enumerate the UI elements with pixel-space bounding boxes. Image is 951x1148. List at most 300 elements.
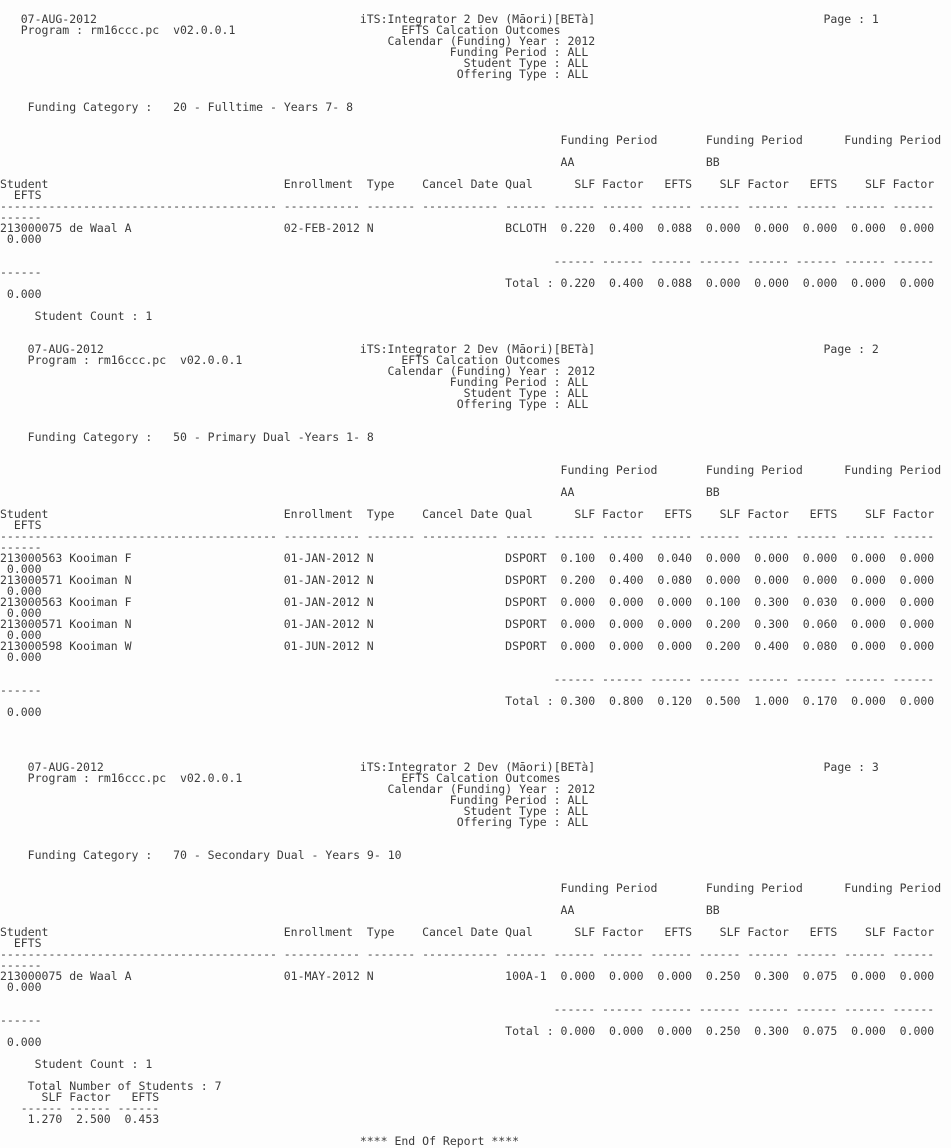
offering-type-filter: Offering Type : ALL <box>456 815 589 829</box>
dash-rule: ------ <box>602 254 644 268</box>
enrollment-date: 01-JAN-2012 <box>283 573 360 587</box>
report-page-1 <box>0 14 951 344</box>
efts-value: 0.000 <box>802 551 838 565</box>
dash-rule: ------ <box>602 672 644 686</box>
funding-period-header-line <box>0 465 951 476</box>
dash-rule: ----------- <box>422 529 499 543</box>
table-header-line <box>0 509 951 520</box>
total-label: Total : <box>505 694 554 708</box>
efts-value: 0.000 <box>6 584 42 598</box>
table-header-line <box>0 927 951 938</box>
header-rule-line <box>0 949 951 960</box>
report-title: EFTS Calcation Outcomes <box>401 23 561 37</box>
column-header: Type <box>366 507 395 521</box>
total-value: 0.000 <box>608 1024 644 1038</box>
student-id-name: 213000075 de Waal A <box>0 969 132 983</box>
column-header: EFTS <box>809 507 838 521</box>
total-value: 0.000 <box>851 276 886 290</box>
column-header: SLF <box>865 177 886 191</box>
column-header: EFTS <box>664 177 693 191</box>
dash-rule: ------ <box>747 254 789 268</box>
dash-rule: ------ <box>747 529 789 543</box>
column-header: Qual <box>505 925 533 939</box>
qual-code: 100A-1 <box>505 969 547 983</box>
summary-values-line <box>0 1114 951 1125</box>
efts-value: 0.075 <box>802 969 838 983</box>
enrollment-type: N <box>366 221 374 235</box>
total-value: 1.000 <box>754 694 789 708</box>
header-rule-line <box>0 531 951 542</box>
funding-period-label: Funding Period <box>705 463 803 477</box>
dash-rule: ------ <box>69 1101 111 1115</box>
enrollment-type: N <box>366 969 374 983</box>
student-count-line <box>0 311 951 322</box>
column-header: SLF <box>719 177 741 191</box>
funding-period-label: Funding Period <box>560 463 658 477</box>
total-value: 0.000 <box>6 287 42 301</box>
total-wrap-line <box>0 289 951 300</box>
dash-rule: ------- <box>366 529 416 543</box>
offering-type-filter: Offering Type : ALL <box>456 67 589 81</box>
efts-value: 0.000 <box>608 639 644 653</box>
efts-value: 0.200 <box>705 617 741 631</box>
efts-value: 0.000 <box>657 595 693 609</box>
efts-value: 0.000 <box>899 551 935 565</box>
system-title: iTS:Integrator 2 Dev (Māori)[BETà] <box>359 12 596 26</box>
report-title: EFTS Calcation Outcomes <box>401 771 561 785</box>
efts-value: 0.080 <box>802 639 838 653</box>
report-page-2 <box>0 344 951 762</box>
column-header: Factor <box>892 177 935 191</box>
table-row-line <box>0 619 951 630</box>
dash-rule: ------ <box>795 199 838 213</box>
total-value: 0.000 <box>560 1024 596 1038</box>
efts-value: 0.000 <box>851 639 886 653</box>
dash-rule: ------ <box>0 265 42 279</box>
period-code-line <box>0 157 951 168</box>
dash-rule: ------ <box>505 199 547 213</box>
total-value: 0.120 <box>657 694 693 708</box>
enrollment-type: N <box>366 551 374 565</box>
table-row-line <box>0 223 951 234</box>
dash-rule: ------ <box>698 254 741 268</box>
program-id: Program : rm16ccc.pc v02.0.0.1 <box>27 353 243 367</box>
table-row-line <box>0 575 951 586</box>
dash-rule: ------ <box>505 529 547 543</box>
funding-period-header-line <box>0 883 951 894</box>
blank-line <box>0 146 951 157</box>
header-rule-line <box>0 201 951 212</box>
total-value: 0.000 <box>899 1024 935 1038</box>
dash-rule: ------ <box>0 683 42 697</box>
calendar-year: Calendar (Funding) Year : 2012 <box>387 34 596 48</box>
dash-rule: ------ <box>553 529 596 543</box>
funding-period-header-line <box>0 135 951 146</box>
dash-rule: ----------- <box>422 199 499 213</box>
report-summary <box>0 1081 951 1147</box>
enrollment-date: 02-FEB-2012 <box>283 221 360 235</box>
column-header: EFTS <box>13 188 42 202</box>
column-header: EFTS <box>809 177 838 191</box>
column-header: EFTS <box>664 507 693 521</box>
efts-value: 0.000 <box>754 551 789 565</box>
report-title: EFTS Calcation Outcomes <box>401 353 561 367</box>
total-rule-line <box>0 256 951 267</box>
period-code: AA <box>560 155 575 169</box>
student-count: Student Count : 1 <box>34 309 153 323</box>
column-header: Student <box>0 177 49 191</box>
column-header: SLF <box>574 925 596 939</box>
efts-value: 0.000 <box>560 639 596 653</box>
efts-value: 0.040 <box>657 551 693 565</box>
efts-value: 0.000 <box>705 551 741 565</box>
qual-code: DSPORT <box>505 617 547 631</box>
efts-value: 0.000 <box>560 969 596 983</box>
blank-line <box>0 454 951 465</box>
efts-value: 0.000 <box>802 221 838 235</box>
column-header: EFTS <box>809 925 838 939</box>
page-header-line <box>0 69 951 80</box>
column-header: Factor <box>892 507 935 521</box>
column-header: Cancel Date <box>422 177 499 191</box>
funding-period-label: Funding Period <box>560 133 658 147</box>
funding-category-line <box>0 102 951 113</box>
qual-code: DSPORT <box>505 595 547 609</box>
blank-line <box>0 828 951 839</box>
efts-value: 0.220 <box>560 221 596 235</box>
dash-rule: ------ <box>505 947 547 961</box>
funding-period-label: Funding Period <box>844 463 942 477</box>
efts-value: 0.000 <box>705 221 741 235</box>
efts-value: 0.400 <box>754 639 789 653</box>
funding-period-filter: Funding Period : ALL <box>449 793 589 807</box>
period-code-line <box>0 905 951 916</box>
total-wrap-line <box>0 707 951 718</box>
total-line <box>0 278 951 289</box>
efts-value: 0.300 <box>754 969 789 983</box>
efts-value: 0.000 <box>899 595 935 609</box>
column-header: SLF <box>719 925 741 939</box>
efts-value: 0.000 <box>6 650 42 664</box>
efts-value: 0.000 <box>899 573 935 587</box>
dash-rule: ------ <box>553 947 596 961</box>
system-title: iTS:Integrator 2 Dev (Māori)[BETà] <box>359 760 596 774</box>
period-code: AA <box>560 485 575 499</box>
qual-code: DSPORT <box>505 639 547 653</box>
column-header: EFTS <box>13 518 42 532</box>
table-row-line <box>0 553 951 564</box>
dash-rule: ------ <box>795 254 838 268</box>
funding-period-filter: Funding Period : ALL <box>449 375 589 389</box>
efts-value: 0.000 <box>851 221 886 235</box>
column-header: SLF <box>719 507 741 521</box>
efts-value: 0.000 <box>899 639 935 653</box>
table-row-wrap-line <box>0 652 951 663</box>
dash-rule: ------- <box>366 199 416 213</box>
dash-rule: ------ <box>844 529 886 543</box>
efts-value: 0.000 <box>851 573 886 587</box>
dash-rule: ------ <box>553 254 596 268</box>
column-header: Enrollment <box>283 177 353 191</box>
efts-value: 0.000 <box>6 232 42 246</box>
system-title: iTS:Integrator 2 Dev (Māori)[BETà] <box>359 342 596 356</box>
dash-rule: ------ <box>553 672 596 686</box>
efts-value: 0.000 <box>899 969 935 983</box>
dash-rule: ------ <box>0 1013 42 1027</box>
efts-value: 0.000 <box>560 617 596 631</box>
summary-efts: 0.453 <box>124 1112 160 1126</box>
column-header: Cancel Date <box>422 925 499 939</box>
funding-period-label: Funding Period <box>844 133 942 147</box>
qual-code: DSPORT <box>505 573 547 587</box>
dash-rule: ---------------------------------------- <box>0 947 277 961</box>
column-header: Enrollment <box>283 925 353 939</box>
blank-line <box>0 894 951 905</box>
blank-line <box>0 740 951 751</box>
dash-rule: ------ <box>0 958 42 972</box>
end-of-report: **** End Of Report **** <box>359 1134 520 1148</box>
student-id-name: 213000563 Kooiman F <box>0 595 132 609</box>
total-value: 0.170 <box>802 694 838 708</box>
enrollment-type: N <box>366 639 374 653</box>
dash-rule: ------ <box>795 529 838 543</box>
total-wrap-line <box>0 1037 951 1048</box>
dash-rule: ----------- <box>283 529 360 543</box>
table-row-line <box>0 641 951 652</box>
dash-rule: ----------- <box>422 947 499 961</box>
student-type-filter: Student Type : ALL <box>463 386 589 400</box>
column-header: SLF <box>574 177 596 191</box>
column-header: Factor <box>747 507 789 521</box>
page-header-line <box>0 817 951 828</box>
efts-value: 0.000 <box>6 606 42 620</box>
blank-line <box>0 80 951 91</box>
column-header: Student <box>0 925 49 939</box>
dash-rule: ------ <box>650 199 693 213</box>
enrollment-date: 01-JAN-2012 <box>283 617 360 631</box>
enrollment-type: N <box>366 617 374 631</box>
page-header-line <box>0 399 951 410</box>
total-value: 0.000 <box>899 694 935 708</box>
efts-value: 0.300 <box>754 617 789 631</box>
total-value: 0.400 <box>608 276 644 290</box>
dash-rule: ------ <box>0 540 42 554</box>
total-value: 0.000 <box>6 705 42 719</box>
enrollment-date: 01-MAY-2012 <box>283 969 360 983</box>
efts-value: 0.080 <box>657 573 693 587</box>
column-header: Factor <box>602 507 644 521</box>
efts-value: 0.000 <box>754 573 789 587</box>
student-id-name: 213000075 de Waal A <box>0 221 132 235</box>
efts-value: 0.000 <box>6 980 42 994</box>
table-row-wrap-line <box>0 982 951 993</box>
efts-value: 0.400 <box>608 221 644 235</box>
blank-line <box>0 729 951 740</box>
column-header: Type <box>366 177 395 191</box>
efts-value: 0.060 <box>802 617 838 631</box>
dash-rule: ------ <box>20 1101 63 1115</box>
blank-line <box>0 443 951 454</box>
page-number: Page : 3 <box>823 760 879 774</box>
efts-value: 0.100 <box>705 595 741 609</box>
blank-line <box>0 113 951 124</box>
efts-value: 0.000 <box>6 562 42 576</box>
total-value: 0.000 <box>705 276 741 290</box>
column-header: SLF <box>865 925 886 939</box>
funding-category-line <box>0 850 951 861</box>
column-header: SLF <box>865 507 886 521</box>
total-value: 0.000 <box>6 1035 42 1049</box>
total-label: Total : <box>505 1024 554 1038</box>
dash-rule: ------- <box>366 947 416 961</box>
period-code: BB <box>705 903 720 917</box>
student-id-name: 213000571 Kooiman N <box>0 573 132 587</box>
funding-period-label: Funding Period <box>705 133 803 147</box>
funding-category: Funding Category : 70 - Secondary Dual - Years 9- 10 <box>27 848 402 862</box>
dash-rule: ------ <box>892 1002 935 1016</box>
dash-rule: ------ <box>747 947 789 961</box>
page-number: Page : 2 <box>823 342 879 356</box>
funding-category: Funding Category : 50 - Primary Dual -Years 1- 8 <box>27 430 374 444</box>
column-header: Enrollment <box>283 507 353 521</box>
table-header-line <box>0 179 951 190</box>
total-value: 0.075 <box>802 1024 838 1038</box>
efts-value: 0.000 <box>851 969 886 983</box>
total-value: 0.800 <box>608 694 644 708</box>
funding-category: Funding Category : 20 - Fulltime - Years 7- 8 <box>27 100 354 114</box>
dash-rule: ------ <box>602 529 644 543</box>
blank-line <box>0 861 951 872</box>
column-header: EFTS <box>664 925 693 939</box>
dash-rule: ------ <box>650 254 693 268</box>
dash-rule: ------ <box>747 199 789 213</box>
efts-value: 0.300 <box>754 595 789 609</box>
dash-rule: ------ <box>795 672 838 686</box>
dash-rule: ------ <box>602 947 644 961</box>
report-date: 07-AUG-2012 <box>27 342 104 356</box>
dash-rule: ----------- <box>283 199 360 213</box>
student-count: Student Count : 1 <box>34 1057 153 1071</box>
column-header: Student <box>0 507 49 521</box>
dash-rule: ------ <box>117 1101 160 1115</box>
efts-value: 0.088 <box>657 221 693 235</box>
efts-value: 0.000 <box>754 221 789 235</box>
dash-rule: ------ <box>892 254 935 268</box>
student-id-name: 213000598 Kooiman W <box>0 639 132 653</box>
column-header: EFTS <box>13 936 42 950</box>
dash-rule: ------ <box>698 1002 741 1016</box>
page-number: Page : 1 <box>823 12 879 26</box>
student-type-filter: Student Type : ALL <box>463 56 589 70</box>
total-rule-line <box>0 1004 951 1015</box>
efts-value: 0.000 <box>608 617 644 631</box>
enrollment-date: 01-JAN-2012 <box>283 595 360 609</box>
total-line <box>0 696 951 707</box>
efts-value: 0.200 <box>560 573 596 587</box>
total-label: Total : <box>505 276 554 290</box>
dash-rule: ------ <box>650 1002 693 1016</box>
efts-value: 0.000 <box>899 617 935 631</box>
student-type-filter: Student Type : ALL <box>463 804 589 818</box>
report-page-3 <box>0 762 951 1081</box>
efts-value: 0.000 <box>705 573 741 587</box>
enrollment-date: 01-JAN-2012 <box>283 551 360 565</box>
funding-period-label: Funding Period <box>844 881 942 895</box>
period-code: BB <box>705 485 720 499</box>
total-value: 0.000 <box>802 276 838 290</box>
funding-period-filter: Funding Period : ALL <box>449 45 589 59</box>
student-id-name: 213000571 Kooiman N <box>0 617 132 631</box>
total-value: 0.250 <box>705 1024 741 1038</box>
report-date: 07-AUG-2012 <box>27 760 104 774</box>
efts-value: 0.000 <box>608 969 644 983</box>
efts-value: 0.000 <box>657 969 693 983</box>
dash-rule: ------ <box>698 947 741 961</box>
table-row-line <box>0 971 951 982</box>
funding-period-label: Funding Period <box>705 881 803 895</box>
blank-line <box>0 322 951 333</box>
dash-rule: ------ <box>892 199 935 213</box>
total-value: 0.000 <box>657 1024 693 1038</box>
period-code-line <box>0 487 951 498</box>
efts-value: 0.000 <box>6 628 42 642</box>
offering-type-filter: Offering Type : ALL <box>456 397 589 411</box>
dash-rule: ------ <box>553 199 596 213</box>
efts-value: 0.000 <box>851 595 886 609</box>
dash-rule: ------ <box>698 672 741 686</box>
column-header: Qual <box>505 177 533 191</box>
column-header: Qual <box>505 507 533 521</box>
column-header: Factor <box>747 177 789 191</box>
dash-rule: ------ <box>844 254 886 268</box>
column-header: Factor <box>602 177 644 191</box>
dash-rule: ------ <box>795 1002 838 1016</box>
total-value: 0.300 <box>754 1024 789 1038</box>
total-rule-line <box>0 674 951 685</box>
efts-value: 0.030 <box>802 595 838 609</box>
column-header: SLF <box>41 1090 63 1104</box>
period-code: AA <box>560 903 575 917</box>
dash-rule: ------ <box>602 1002 644 1016</box>
dash-rule: ------ <box>650 947 693 961</box>
efts-value: 0.000 <box>851 617 886 631</box>
enrollment-date: 01-JUN-2012 <box>283 639 360 653</box>
end-of-report-line <box>0 1136 951 1147</box>
total-value: 0.500 <box>705 694 741 708</box>
column-header: Factor <box>747 925 789 939</box>
blank-line <box>0 718 951 729</box>
summary-factor: 2.500 <box>76 1112 111 1126</box>
total-value: 0.000 <box>851 1024 886 1038</box>
calendar-year: Calendar (Funding) Year : 2012 <box>387 364 596 378</box>
report-date: 07-AUG-2012 <box>20 12 97 26</box>
dash-rule: ------ <box>892 672 935 686</box>
summary-slf: 1.270 <box>27 1112 63 1126</box>
student-count-line <box>0 1059 951 1070</box>
dash-rule: ---------------------------------------- <box>0 529 277 543</box>
dash-rule: ------ <box>844 672 886 686</box>
enrollment-type: N <box>366 595 374 609</box>
funding-category-line <box>0 432 951 443</box>
efts-value: 0.000 <box>802 573 838 587</box>
column-header: Type <box>366 925 395 939</box>
efts-value: 0.000 <box>851 551 886 565</box>
column-header: SLF <box>574 507 596 521</box>
dash-rule: ------ <box>553 1002 596 1016</box>
dash-rule: ------ <box>747 1002 789 1016</box>
total-value: 0.000 <box>899 276 935 290</box>
efts-value: 0.000 <box>608 595 644 609</box>
